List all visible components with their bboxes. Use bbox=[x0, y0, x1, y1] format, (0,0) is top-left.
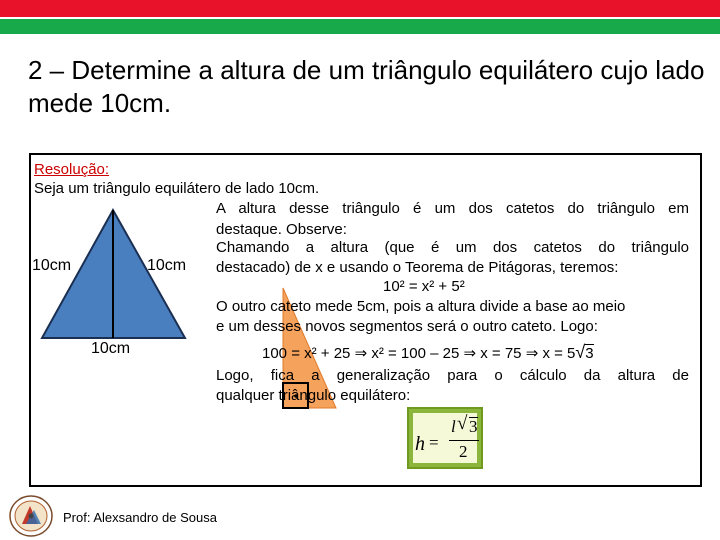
para4-line1: Logo, fica a generalização para o cálculo da altura de bbox=[216, 367, 689, 384]
resolution-heading: Resolução: bbox=[34, 161, 110, 178]
para2-line2: destacado) de x e usando o Teorema de Pitágoras, teremos: bbox=[216, 259, 619, 276]
implies-icon: ⇒ bbox=[525, 345, 539, 362]
height-formula bbox=[413, 413, 477, 463]
para3-line1: O outro cateto mede 5cm, pois a altura divide a base ao meio bbox=[216, 298, 626, 315]
para3-line2: e um desses novos segmentos será o outro cateto. Logo: bbox=[216, 318, 598, 335]
sqrt-icon: √ bbox=[575, 342, 586, 362]
para2-line1: Chamando a altura (que é um dos catetos do triângulo bbox=[216, 239, 689, 256]
left-side-label: 10cm bbox=[32, 257, 72, 274]
formula-denominator: 2 bbox=[459, 442, 468, 461]
solution-step2: x² = 100 – 25 bbox=[371, 345, 460, 362]
sqrt-radicand: 3 bbox=[585, 345, 594, 362]
formula-numerator-radicand: 3 bbox=[469, 417, 478, 436]
implies-icon: ⇒ bbox=[463, 345, 477, 362]
author-footer: Prof: Alexsandro de Sousa bbox=[63, 510, 217, 525]
formula-sqrt-icon: √ bbox=[457, 413, 468, 434]
intro-text: Seja um triângulo equilátero de lado 10cm. bbox=[34, 180, 320, 197]
solution-step1: 100 = x² + 25 bbox=[262, 345, 351, 362]
formula-equals: = bbox=[429, 433, 439, 452]
para1-line1: A altura desse triângulo é um dos catetos do triângulo em bbox=[216, 200, 689, 217]
right-side-label: 10cm bbox=[147, 257, 187, 274]
formula-numerator-l: l bbox=[451, 417, 456, 436]
fraction-bar bbox=[449, 440, 479, 441]
solution-line bbox=[262, 343, 594, 363]
pythagoras-equation: 10² = x² + 5² bbox=[383, 278, 465, 295]
para4-line2: qualquer triângulo equilátero: bbox=[216, 387, 411, 404]
height-formula-box bbox=[407, 407, 483, 469]
implies-icon: ⇒ bbox=[354, 345, 368, 362]
solution-step4: x = 5 bbox=[542, 345, 576, 362]
para1-line2: destaque. Observe: bbox=[216, 221, 347, 238]
base-label: 10cm bbox=[91, 340, 131, 357]
solution-step3: x = 75 bbox=[480, 345, 522, 362]
school-logo-icon bbox=[8, 494, 54, 538]
slide-title: 2 – Determine a altura de um triângulo equilátero cujo lado mede 10cm. bbox=[28, 55, 705, 118]
formula-lhs: h bbox=[415, 433, 425, 455]
